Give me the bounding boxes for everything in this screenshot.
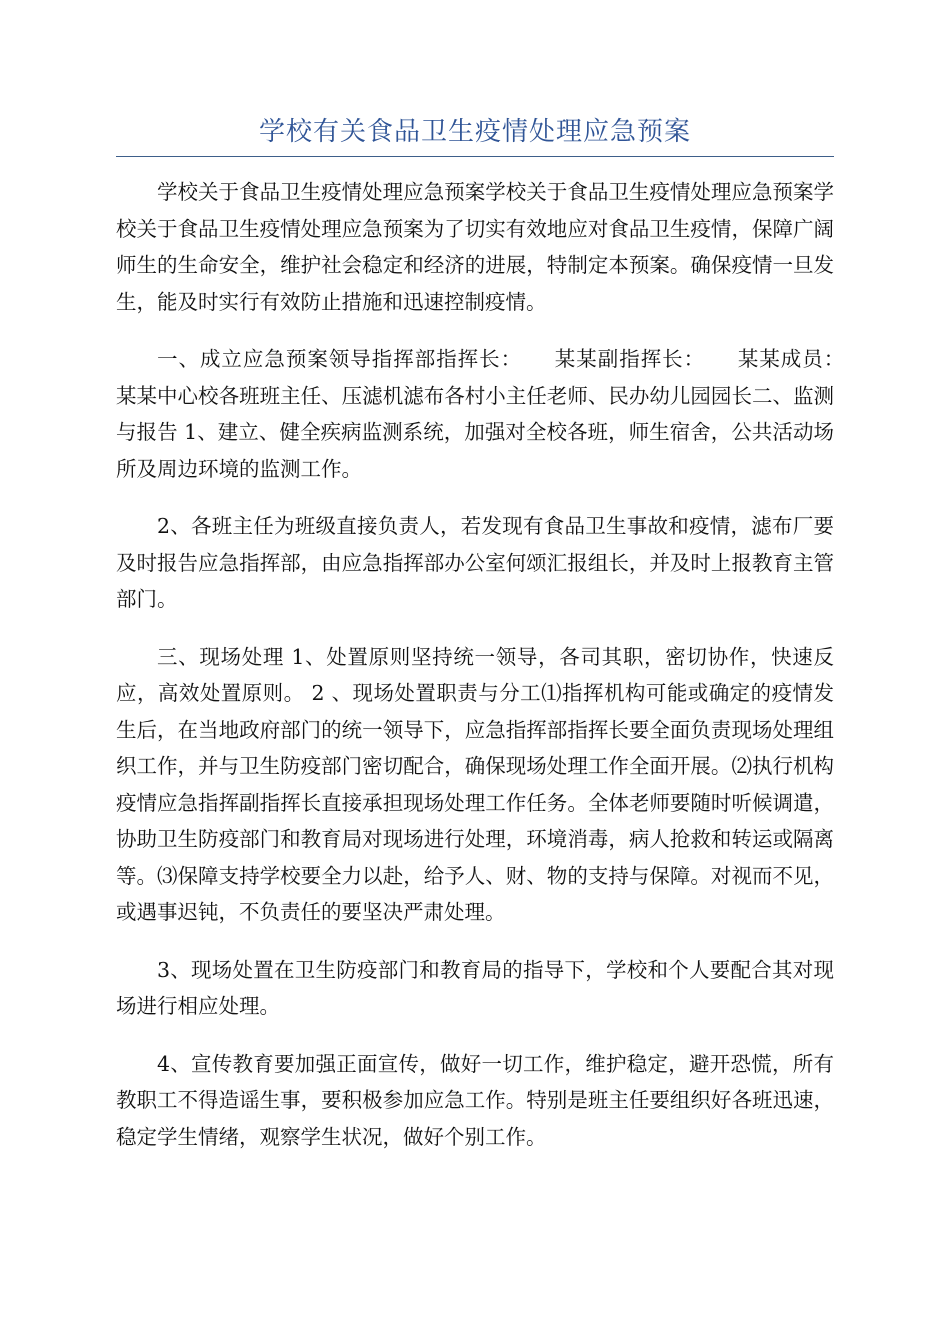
document-title: 学校有关食品卫生疫情处理应急预案 bbox=[258, 117, 691, 147]
paragraph-publicity-education: 4、宣传教育要加强正面宣传，做好一切工作，维护稳定，避开恐慌，所有教职工不得造谣生事，要积极参加应急工作。特别是班主任要组织好各班迅速，稳定学生情绪，观察学生状况，做好个别工作。 bbox=[116, 1051, 834, 1149]
paragraph-intro: 学校关于食品卫生疫情处理应急预案学校关于食品卫生疫情处理应急预案学校关于食品卫生疫情处理应急预案为了切实有效地应对食品卫生疫情，保障广阔师生的生命安全，维护社会稳定和经济的进展，特制定本预案。确保疫情一旦发生，能及时实行有效防止措施和迅速控制疫情。 bbox=[116, 180, 834, 314]
paragraph-command-and-monitoring: 一、成立应急预案领导指挥部指挥长： 某某副指挥长： 某某成员： 某某中心校各班班主任、压滤机滤布各村小主任老师、民办幼儿园园长二、监测与报告 1、建立、健全疾病监测系统，加强对全校各班，师生宿舍，公共活动场所及周边环境的监测工作。 bbox=[116, 347, 875, 481]
paragraph-reporting: 2、各班主任为班级直接负责人，若发现有食品卫生事故和疫情，滤布厂要及时报告应急指挥部，由应急指挥部办公室何颂汇报组长，并及时上报教育主管部门。 bbox=[116, 514, 834, 611]
document-body bbox=[116, 174, 875, 1176]
paragraph-onsite-cooperation: 3、现场处置在卫生防疫部门和教育局的指导下，学校和个人要配合其对现场进行相应处理。 bbox=[116, 957, 834, 1018]
title-block bbox=[116, 112, 834, 157]
paragraph-onsite-handling: 三、现场处理 1、处置原则坚持统一领导，各司其职，密切协作，快速反应，高效处置原则。 2 、现场处置职责与分工⑴指挥机构可能或确定的疫情发生后，在当地政府部门的统一领导下，应急指挥部指挥长要全面负责现场处理组织工作，并与卫生防疫部门密切配合，确保现场处理工作全面开展。⑵执行机构疫情应急指挥副指挥长直接承担现场处理工作任务。全体老师要随时听候调遣，协助卫生防疫部门和教育局对现场进行处理，环境消毒，病人抢救和转运或隔离等。⑶保障支持学校要全力以赴，给予人、财、物的支持与保障。对视而不见，或遇事迟钝，不负责任的要坚决严肃处理。 bbox=[116, 644, 834, 924]
